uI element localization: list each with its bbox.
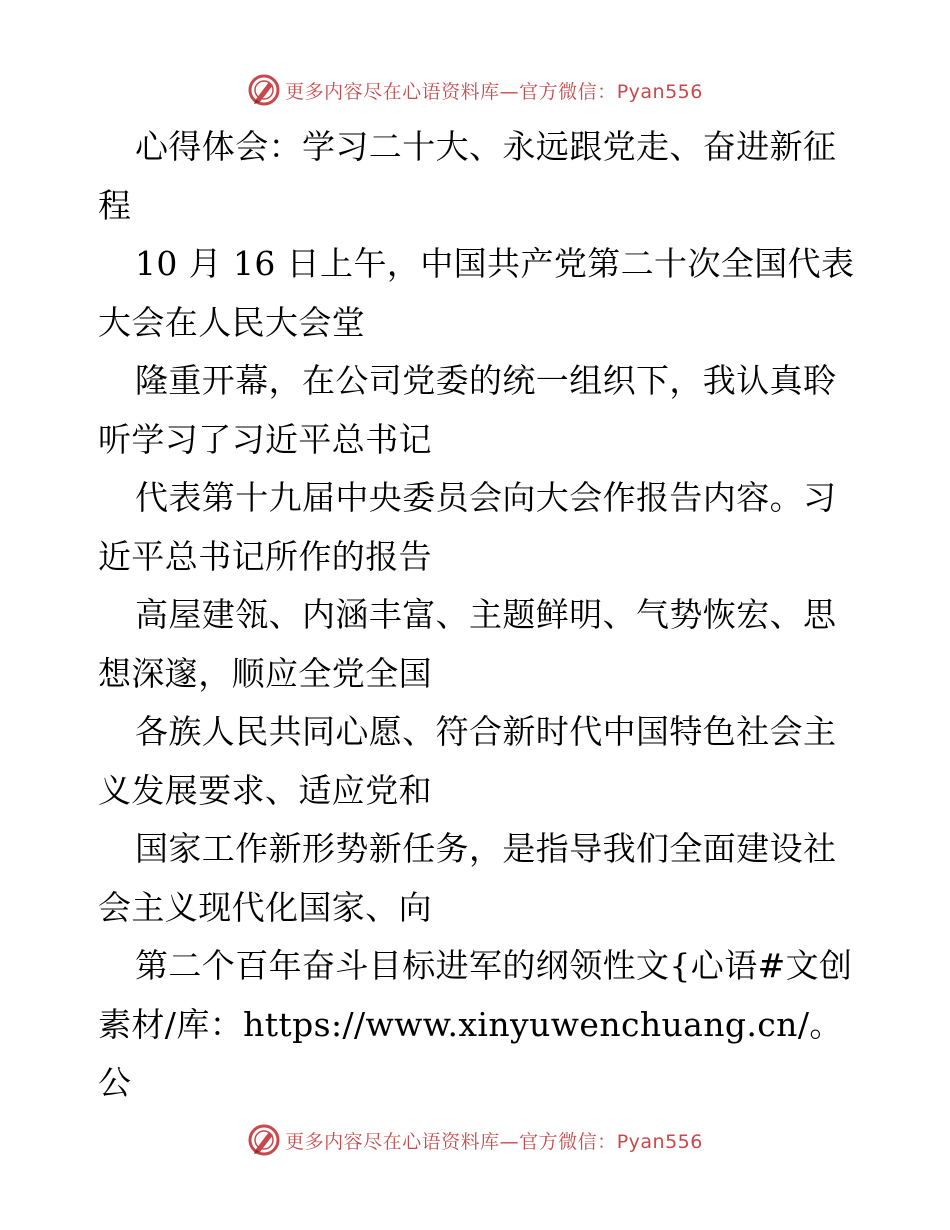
header-dash: — bbox=[499, 80, 520, 103]
header-wechat-account: Pyan556 bbox=[616, 80, 703, 103]
footer-banner-text bbox=[285, 1127, 703, 1154]
paragraph: 国家工作新形势新任务，是指导我们全面建设社会主义现代化国家、向 bbox=[98, 829, 837, 927]
footer-banner bbox=[0, 1120, 950, 1160]
paragraph-title: 心得体会：学习二十大、永远跟党走、奋进新征程 bbox=[98, 127, 837, 225]
pen-logo-icon bbox=[247, 73, 281, 107]
footer-library-text: 更多内容尽在心语资料库 bbox=[285, 1130, 500, 1153]
header-wechat-label: 官方微信： bbox=[519, 80, 617, 103]
paragraph: 第二个百年奋斗目标进军的纲领性文{心语#文创素材/库：https://www.xinyuwenchuang.cn/。公 bbox=[98, 946, 853, 1102]
header-library-text: 更多内容尽在心语资料库 bbox=[285, 80, 500, 103]
footer-wechat-label: 官方微信： bbox=[519, 1130, 617, 1153]
paragraph: 10 月 16 日上午，中国共产党第二十次全国代表大会在人民大会堂 bbox=[98, 244, 855, 342]
header-banner bbox=[0, 70, 950, 110]
paragraph: 高屋建瓴、内涵丰富、主题鲜明、气势恢宏、思想深邃，顺应全党全国 bbox=[98, 595, 837, 693]
document-body bbox=[98, 118, 858, 1113]
footer-wechat-account: Pyan556 bbox=[616, 1130, 703, 1153]
paragraph: 代表第十九届中央委员会向大会作报告内容。习近平总书记所作的报告 bbox=[98, 478, 837, 576]
footer-dash: — bbox=[499, 1130, 520, 1153]
paragraph: 隆重开幕，在公司党委的统一组织下，我认真聆听学习了习近平总书记 bbox=[98, 361, 837, 459]
paragraph: 各族人民共同心愿、符合新时代中国特色社会主义发展要求、适应党和 bbox=[98, 712, 837, 810]
header-banner-text bbox=[285, 77, 703, 104]
pen-logo-icon bbox=[247, 1123, 281, 1157]
